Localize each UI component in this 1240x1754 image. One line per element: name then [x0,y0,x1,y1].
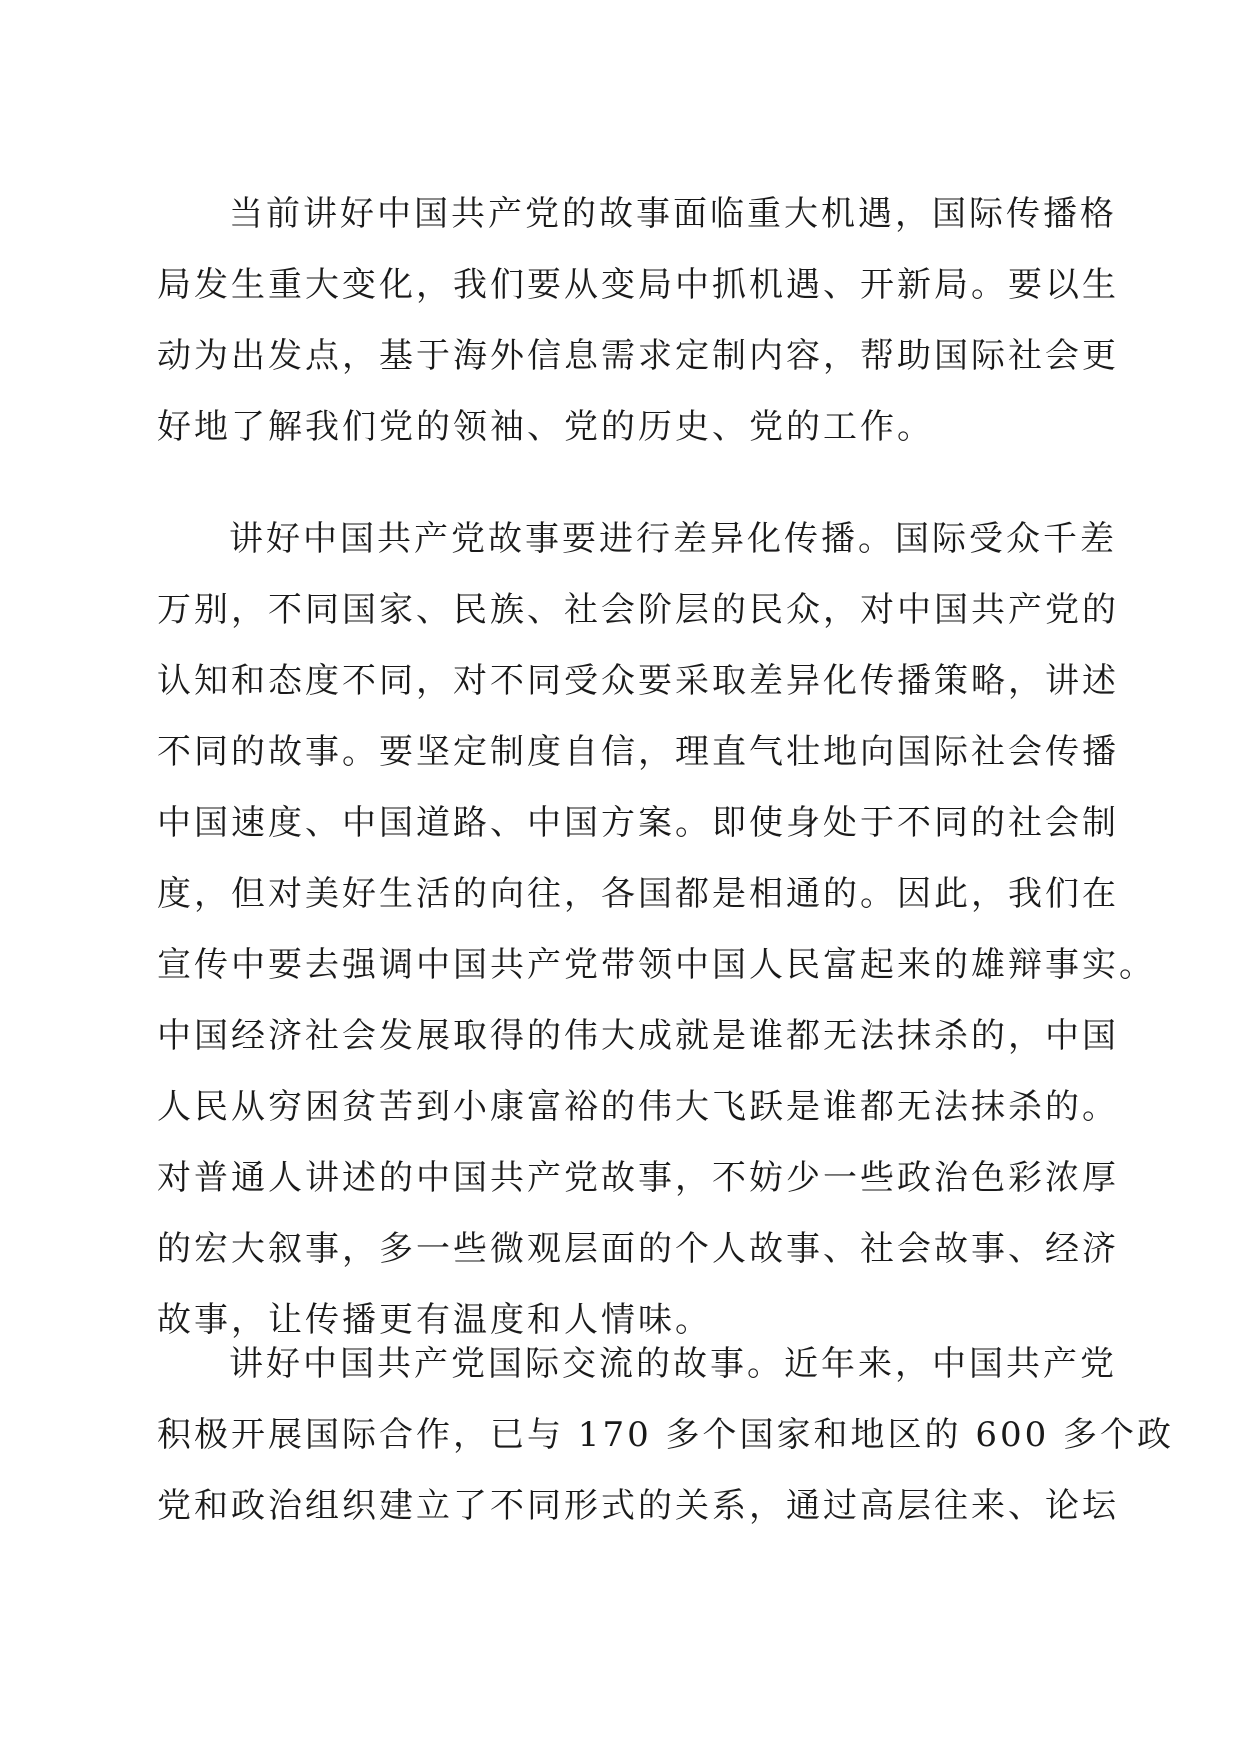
text-line: 动为出发点，基于海外信息需求定制内容，帮助国际社会更 [157,336,1119,376]
text-line: 讲好中国共产党国际交流的故事。近年来，中国共产党 [229,1344,1117,1384]
text-line: 讲好中国共产党故事要进行差异化传播。国际受众千差 [229,519,1117,559]
text-line: 宣传中要去强调中国共产党带领中国人民富起来的雄辩事实。 [157,945,1156,985]
text-line: 中国速度、中国道路、中国方案。即使身处于不同的社会制 [157,803,1119,843]
text-line: 中国经济社会发展取得的伟大成就是谁都无法抹杀的，中国 [157,1016,1119,1056]
text-line: 好地了解我们党的领袖、党的历史、党的工作。 [157,407,934,447]
text-line: 万别，不同国家、民族、社会阶层的民众，对中国共产党的 [157,590,1119,630]
text-line: 不同的故事。要坚定制度自信，理直气壮地向国际社会传播 [157,732,1119,772]
paragraph-1 [157,179,1119,463]
text-line: 故事，让传播更有温度和人情味。 [157,1300,712,1340]
text-line: 认知和态度不同，对不同受众要采取差异化传播策略，讲述 [157,661,1119,701]
text-line: 局发生重大变化，我们要从变局中抓机遇、开新局。要以生 [157,265,1119,305]
paragraph-2 [157,504,1156,1356]
text-line: 对普通人讲述的中国共产党故事，不妨少一些政治色彩浓厚 [157,1158,1119,1198]
text-line: 度，但对美好生活的向往，各国都是相通的。因此，我们在 [157,874,1119,914]
text-line: 当前讲好中国共产党的故事面临重大机遇，国际传播格 [229,194,1117,234]
paragraph-3 [157,1329,1175,1542]
text-line: 党和政治组织建立了不同形式的关系，通过高层往来、论坛 [157,1486,1119,1526]
text-line: 人民从穷困贫苦到小康富裕的伟大飞跃是谁都无法抹杀的。 [157,1087,1119,1127]
text-line: 的宏大叙事，多一些微观层面的个人故事、社会故事、经济 [157,1229,1119,1269]
text-line: 积极开展国际合作，已与 170 多个国家和地区的 600 多个政 [157,1415,1175,1455]
